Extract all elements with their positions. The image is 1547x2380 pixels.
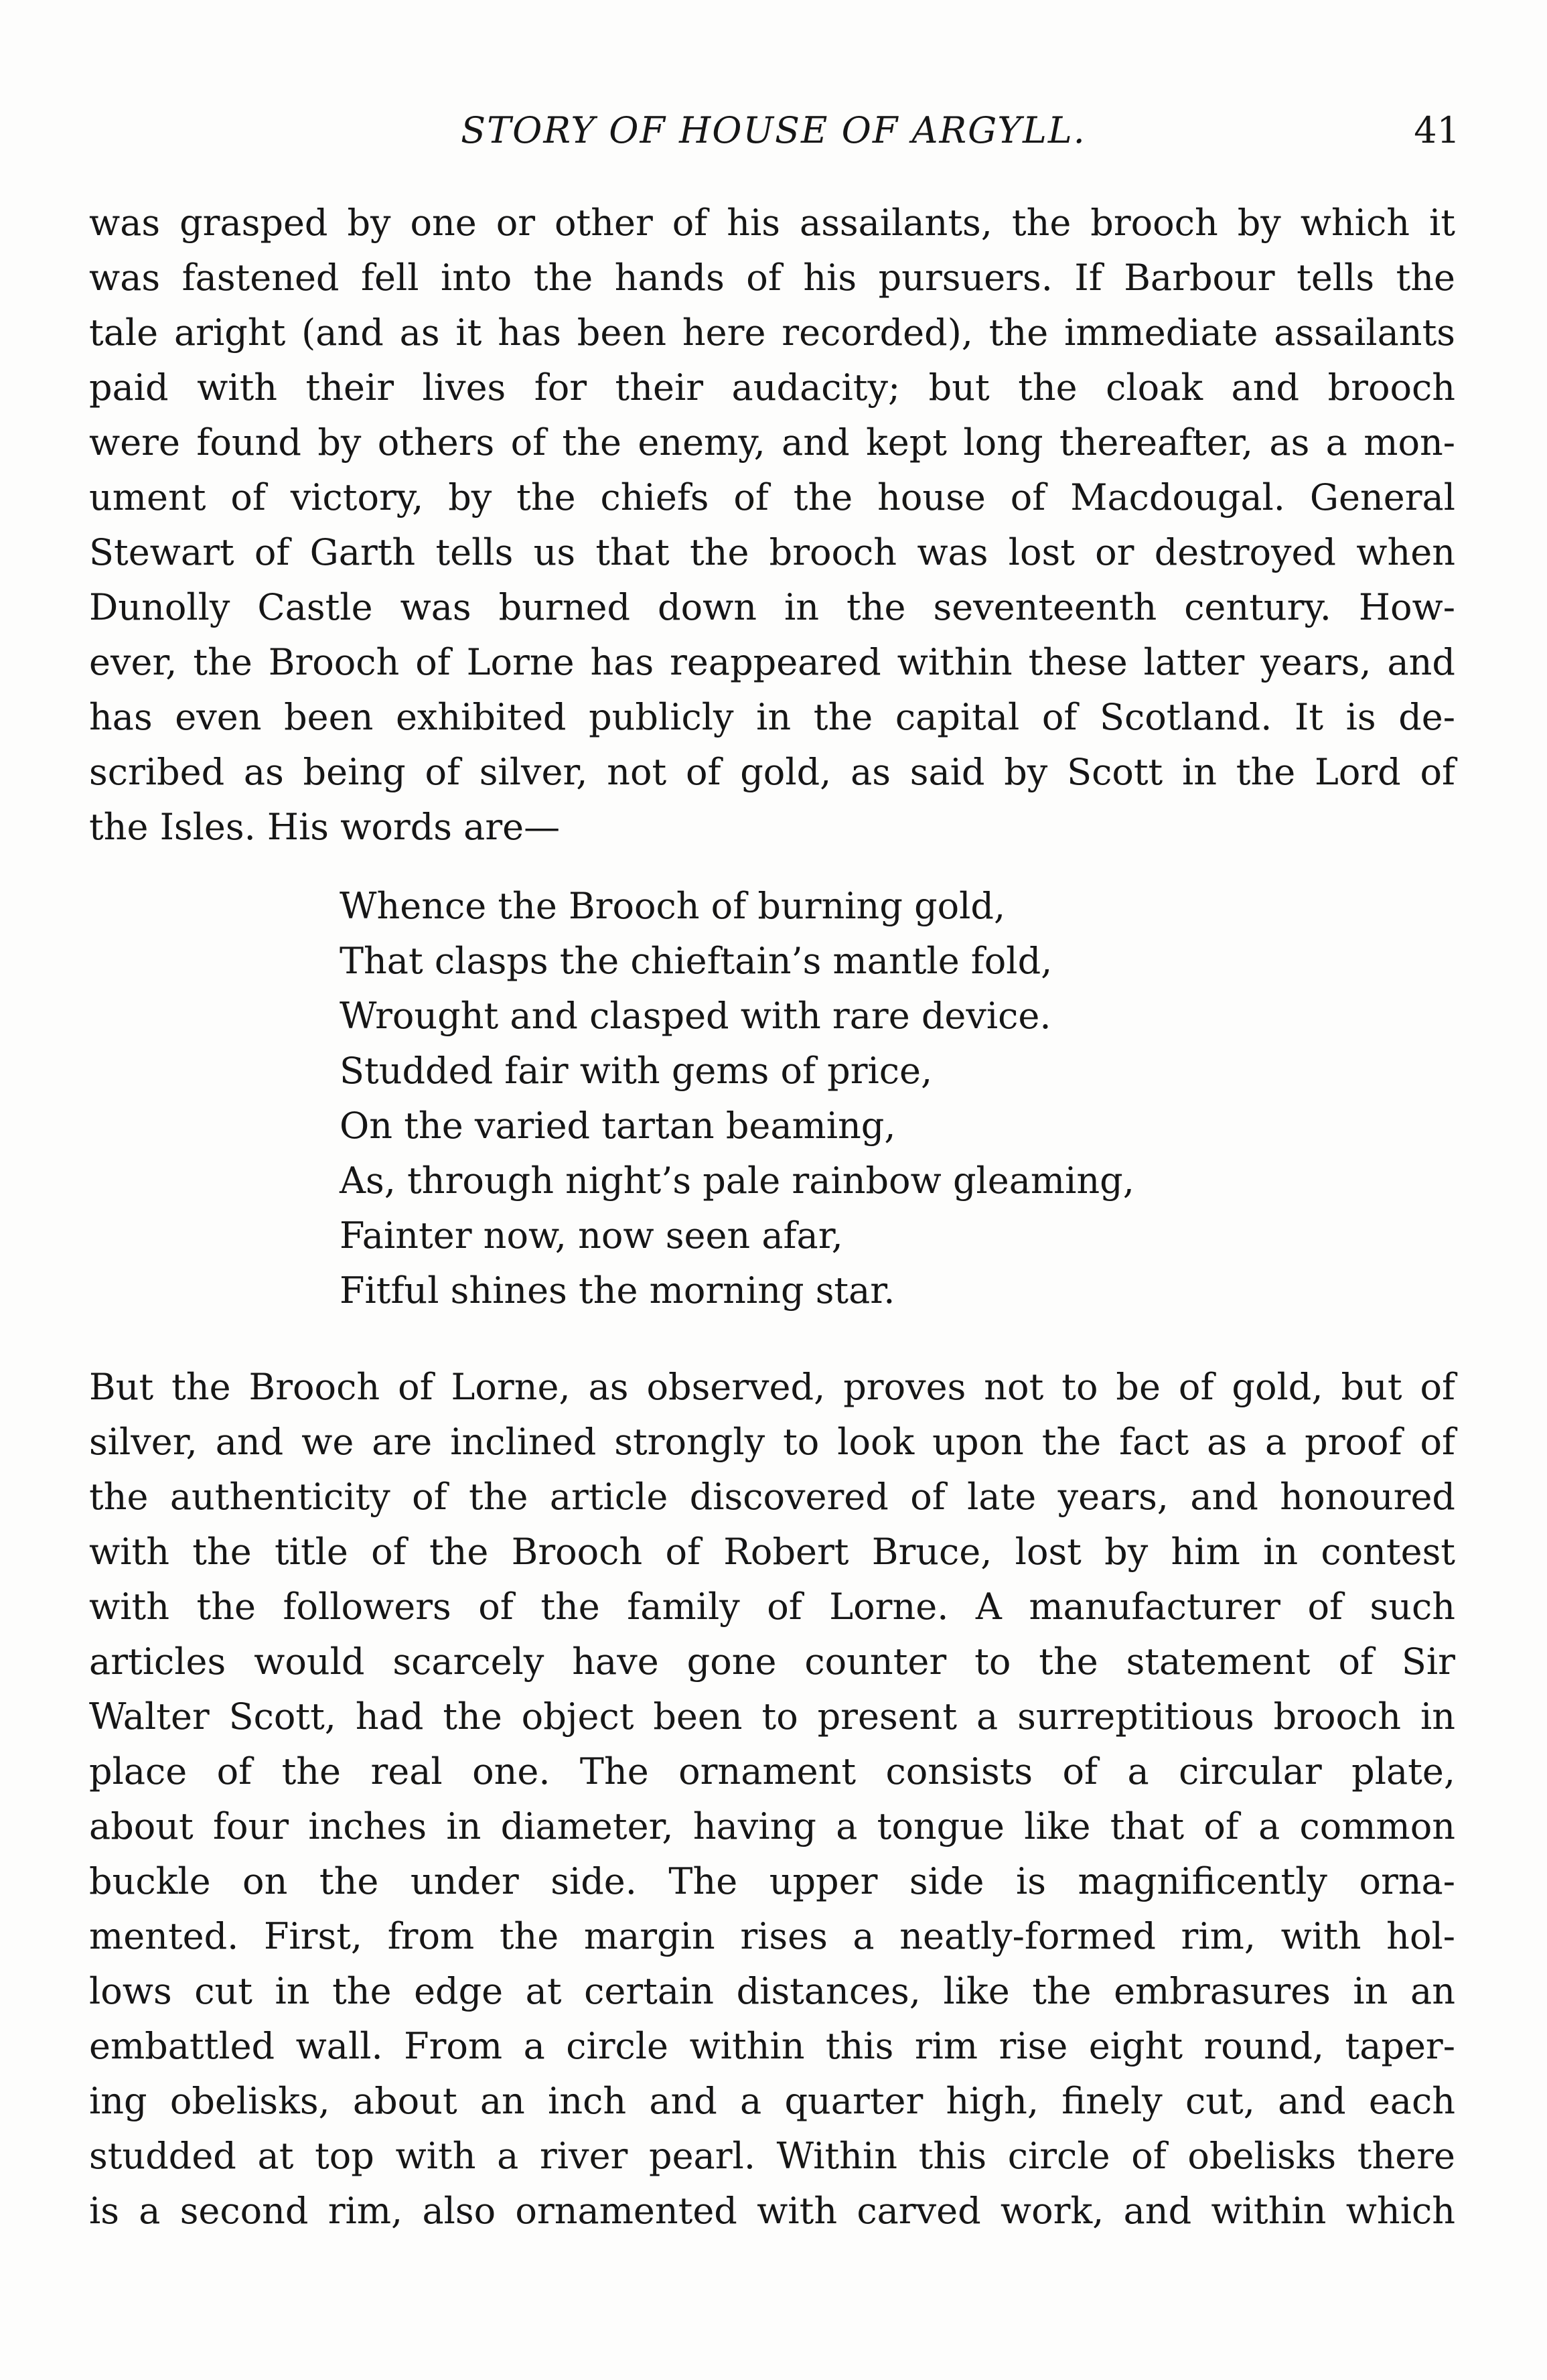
text-line: the Isles. His words are— xyxy=(89,806,561,848)
page-number: 41 xyxy=(1414,109,1460,151)
text-line: mented. First, from the margin rises a neatly-formed rim, with hol- xyxy=(89,1915,1455,1957)
text-line: about four inches in diameter, having a tongue like that of a common xyxy=(89,1805,1455,1847)
running-title: STORY OF HOUSE OF ARGYLL. xyxy=(461,109,1086,151)
verse-line: As, through night’s pale rainbow gleaming, xyxy=(340,1160,1134,1202)
text-line: tale aright (and as it has been here recorded), the immediate assailants xyxy=(89,311,1455,354)
text-line: with the title of the Brooch of Robert Bruce, lost by him in contest xyxy=(89,1531,1455,1573)
text-line: embattled wall. From a circle within this rim rise eight round, taper- xyxy=(89,2025,1455,2067)
verse-line: Studded fair with gems of price, xyxy=(340,1050,933,1092)
text-line: has even been exhibited publicly in the capital of Scotland. It is de- xyxy=(89,696,1455,738)
verse-quotation xyxy=(340,879,1344,1318)
paragraph-brooch-history xyxy=(89,196,1455,855)
verse-line: Fainter now, now seen afar, xyxy=(340,1214,843,1257)
text-line: was fastened fell into the hands of his pursuers. If Barbour tells the xyxy=(89,257,1455,299)
text-line: ument of victory, by the chiefs of the house of Macdougal. General xyxy=(89,476,1455,518)
text-line: ever, the Brooch of Lorne has reappeared within these latter years, and xyxy=(89,641,1455,683)
text-line: with the followers of the family of Lorne. A manufacturer of such xyxy=(89,1586,1455,1628)
text-line: Dunolly Castle was burned down in the seventeenth century. How- xyxy=(89,586,1455,628)
paragraph-brooch-description xyxy=(89,1360,1455,2239)
verse-line: Fitful shines the morning star. xyxy=(340,1269,895,1312)
text-line: articles would scarcely have gone counter to the statement of Sir xyxy=(89,1640,1455,1683)
text-line: place of the real one. The ornament consists of a circular plate, xyxy=(89,1750,1455,1793)
verse-line: Wrought and clasped with rare device. xyxy=(340,995,1051,1037)
text-line: was grasped by one or other of his assailants, the brooch by which it xyxy=(89,202,1455,244)
text-line: scribed as being of silver, not of gold, as said by Scott in the Lord of xyxy=(89,751,1455,793)
text-line: lows cut in the edge at certain distances, like the embrasures in an xyxy=(89,1970,1455,2012)
text-line: the authenticity of the article discovered of late years, and honoured xyxy=(89,1476,1455,1518)
text-line: But the Brooch of Lorne, as observed, proves not to be of gold, but of xyxy=(89,1366,1455,1408)
text-line: buckle on the under side. The upper side is magnificently orna- xyxy=(89,1860,1455,1902)
text-line: were found by others of the enemy, and kept long thereafter, as a mon- xyxy=(89,421,1455,464)
text-line: is a second rim, also ornamented with carved work, and within which xyxy=(89,2190,1455,2232)
verse-line: That clasps the chieftain’s mantle fold, xyxy=(340,940,1053,982)
verse-line: Whence the Brooch of burning gold, xyxy=(340,885,1006,927)
text-line: Stewart of Garth tells us that the brooch was lost or destroyed when xyxy=(89,531,1455,573)
text-line: paid with their lives for their audacity; but the cloak and brooch xyxy=(89,366,1455,409)
text-line: Walter Scott, had the object been to present a surreptitious brooch in xyxy=(89,1695,1455,1738)
text-line: silver, and we are inclined strongly to look upon the fact as a proof of xyxy=(89,1421,1455,1463)
text-line: studded at top with a river pearl. Within this circle of obelisks there xyxy=(89,2135,1455,2177)
running-head xyxy=(87,107,1460,154)
text-line: ing obelisks, about an inch and a quarter high, finely cut, and each xyxy=(89,2080,1455,2122)
verse-line: On the varied tartan beaming, xyxy=(340,1105,896,1147)
